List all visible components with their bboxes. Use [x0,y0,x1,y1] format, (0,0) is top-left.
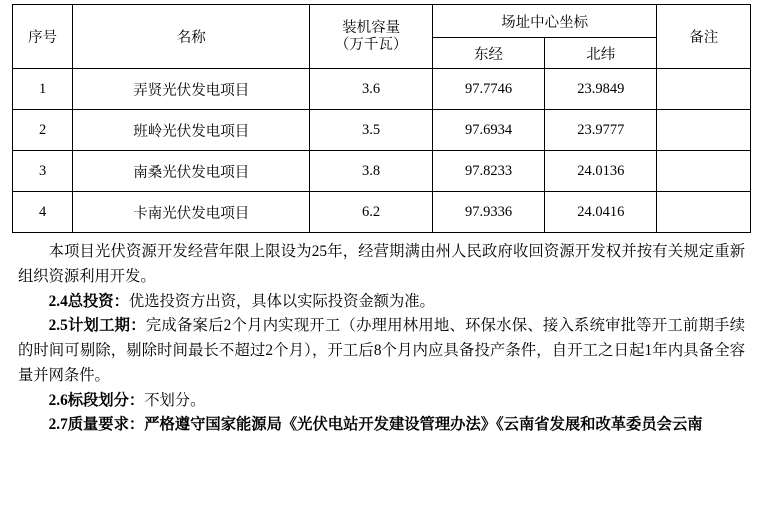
paragraph-item-27 [18,413,745,438]
table-row [13,151,751,192]
item-text-24: 优选投资方出资，具体以实际投资金额为准。 [128,292,435,310]
cell-longitude: 97.7746 [432,69,544,110]
cell-latitude: 24.0136 [545,151,657,192]
cell-capacity: 3.8 [310,151,433,192]
header-cell-coordinates: 场址中心坐标 [432,5,657,38]
cell-name: 弄贤光伏发电项目 [73,69,310,110]
table-row [13,69,751,110]
cell-capacity: 6.2 [310,192,433,233]
cell-latitude: 24.0416 [545,192,657,233]
paragraph-item-24 [18,290,745,315]
item-label-27: 2.7质量要求： [48,416,145,434]
cell-note [657,69,751,110]
header-capacity-line2: （万千瓦） [334,36,408,53]
cell-seq: 1 [13,69,73,110]
header-cell-latitude: 北纬 [545,38,657,69]
projects-table [12,4,751,233]
cell-seq: 3 [13,151,73,192]
cell-latitude: 23.9777 [545,110,657,151]
cell-note [657,192,751,233]
header-cell-seq: 序号 [13,5,73,69]
item-label-26: 2.6标段划分： [48,391,145,409]
cell-name: 班岭光伏发电项目 [73,110,310,151]
header-cell-capacity [310,5,433,69]
paragraph-intro: 本项目光伏资源开发经营年限上限设为25年，经营期满由州人民政府收回资源开发权并按有关规定重新组织资源利用开发。 [18,243,745,285]
cell-longitude: 97.8233 [432,151,544,192]
cell-name: 卡南光伏发电项目 [73,192,310,233]
cell-latitude: 23.9849 [545,69,657,110]
paragraph-item-25 [18,314,745,388]
header-cell-longitude: 东经 [432,38,544,69]
item-label-25: 2.5计划工期： [48,317,146,335]
table-row [13,110,751,151]
cell-seq: 4 [13,192,73,233]
cell-capacity: 3.6 [310,69,433,110]
cell-seq: 2 [13,110,73,151]
cell-longitude: 97.9336 [432,192,544,233]
header-capacity-line1: 装机容量 [342,19,401,36]
cell-note [657,151,751,192]
table-row [13,192,751,233]
item-text-25: 完成备案后2个月内实现开工（办理用林用地、环保水保、接入系统审批等开工前期手续的时间可剔除，剔除时间最长不超过2个月），开工后8个月内应具备投产条件，自开工之日起1年内具备全容量并网条件。 [18,317,746,384]
cell-longitude: 97.6934 [432,110,544,151]
item-text-26: 不划分。 [144,391,206,409]
header-cell-name: 名称 [73,5,310,69]
item-text-27: 严格遵守国家能源局《光伏电站开发建设管理办法》《云南省发展和改革委员会云南 [144,416,703,434]
paragraph-item-26 [18,389,745,414]
cell-name: 南桑光伏发电项目 [73,151,310,192]
cell-capacity: 3.5 [310,110,433,151]
document-body [12,240,751,438]
cell-note [657,110,751,151]
header-cell-note: 备注 [657,5,751,69]
item-label-24: 2.4总投资： [48,292,129,310]
table-header-row-1 [13,5,751,38]
